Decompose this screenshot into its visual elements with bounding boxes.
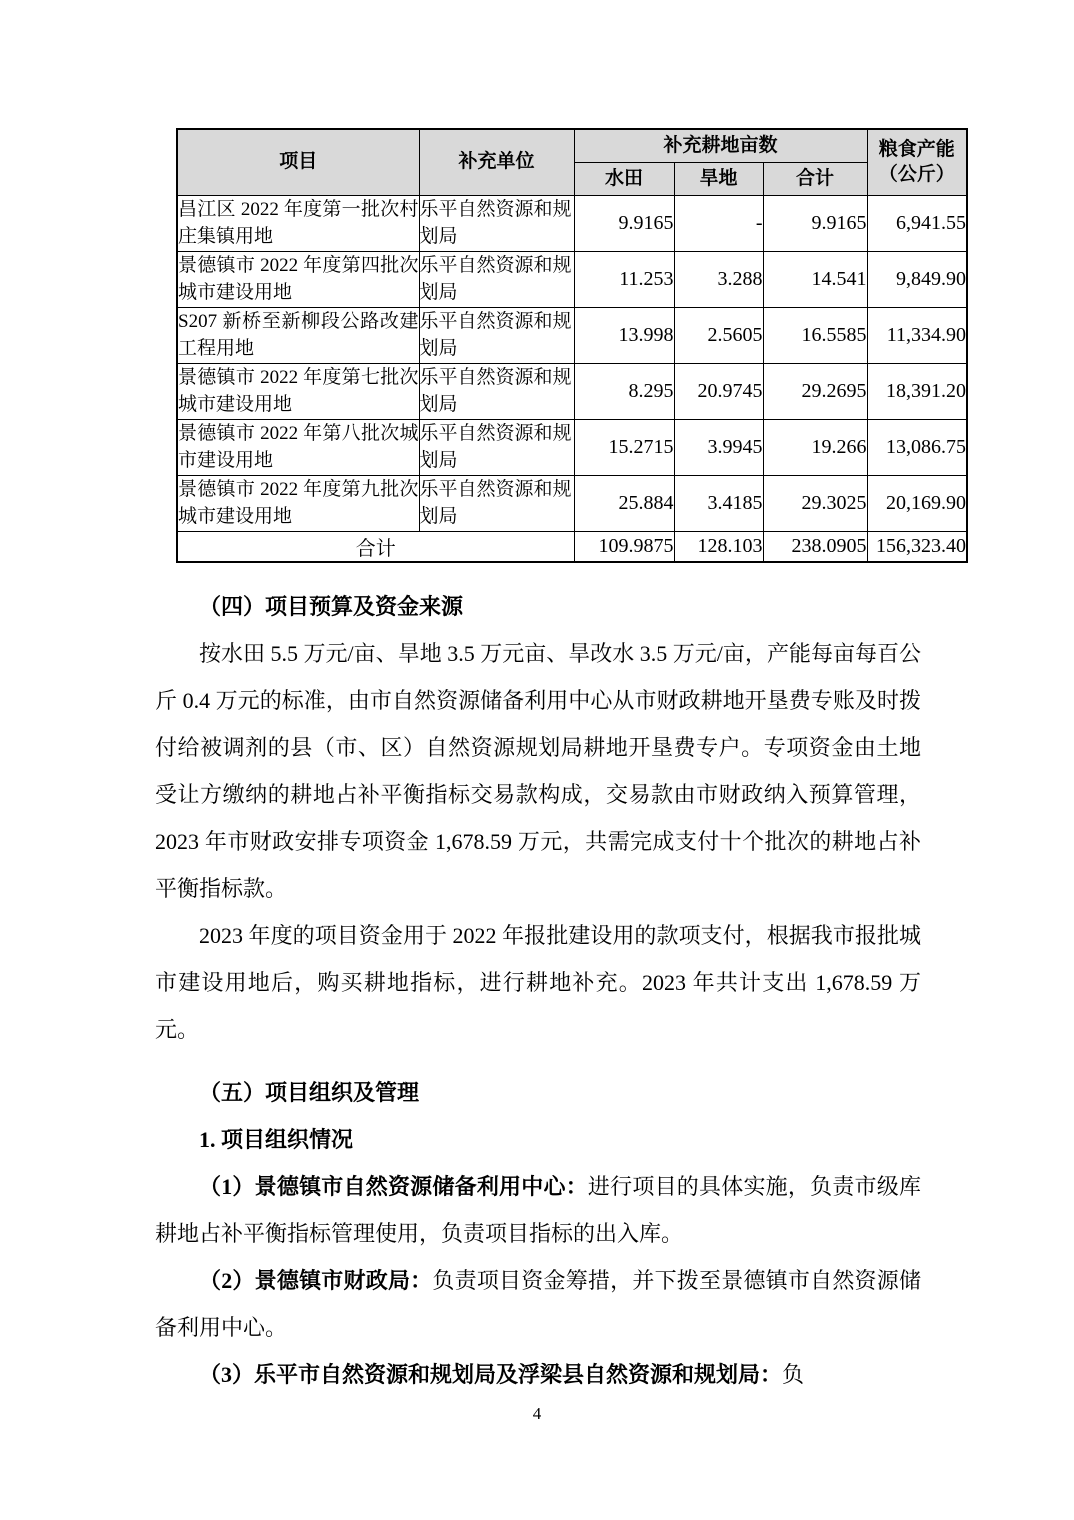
cell-paddy: 11.253: [574, 251, 674, 307]
document-content: [155, 128, 967, 1398]
table-total-row: [177, 531, 967, 562]
body-text: [155, 583, 921, 1398]
cell-dry: 3.4185: [674, 475, 763, 531]
cell-capacity: 11,334.90: [867, 307, 967, 363]
cell-dry: 3.9945: [674, 419, 763, 475]
col-header-unit: 补充单位: [419, 129, 574, 195]
cell-dry: 2.5605: [674, 307, 763, 363]
cell-capacity: 20,169.90: [867, 475, 967, 531]
cell-subtotal: 29.2695: [763, 363, 867, 419]
cell-total-label: 合计: [177, 531, 574, 562]
cell-capacity: 13,086.75: [867, 419, 967, 475]
cell-project: 景德镇市 2022 年度第七批次城市建设用地: [177, 363, 419, 419]
col-header-capacity-line1: 粮食产能: [878, 138, 955, 160]
farmland-supplement-table: [176, 128, 968, 563]
cell-project: 景德镇市 2022 年度第九批次城市建设用地: [177, 475, 419, 531]
cell-project: S207 新桥至新柳段公路改建工程用地: [177, 307, 419, 363]
paragraph-budget-1: 按水田 5.5 万元/亩、旱地 3.5 万元亩、旱改水 3.5 万元/亩，产能每亩每百公斤 0.4 万元的标准，由市自然资源储备利用中心从市财政耕地开垦费专账及时拨付给被调剂的县（市、区）自然资源规划局耕地开垦费专户。专项资金由土地受让方缴纳的耕地占补平衡指标交易款构成，交易款由市财政纳入预算管理，2023 年市财政安排专项资金 1,678.59 万元，共需完成支付十个批次的耕地占补平衡指标款。: [155, 641, 921, 901]
cell-capacity: 9,849.90: [867, 251, 967, 307]
cell-dry: 20.9745: [674, 363, 763, 419]
cell-project: 昌江区 2022 年度第一批次村庄集镇用地: [177, 195, 419, 251]
org-item-2-lead: （2）景德镇市财政局：: [199, 1268, 433, 1293]
org-item-3-text: 负: [782, 1362, 805, 1387]
paragraph-org-item-1: [155, 1163, 921, 1257]
col-header-paddy: 水田: [574, 162, 674, 195]
table-row: [177, 475, 967, 531]
col-header-subtotal: 合计: [763, 162, 867, 195]
org-item-1-text: 进行项目的具体实施，负责市级库耕地占补平衡指标管理使用，负责项目指标的出入库。: [155, 1174, 921, 1246]
org-item-2-text: 负责项目资金筹措，并下拨至景德镇市自然资源储备利用中心。: [155, 1268, 921, 1340]
cell-paddy: 9.9165: [574, 195, 674, 251]
page-number: 4: [532, 1404, 542, 1423]
cell-subtotal: 16.5585: [763, 307, 867, 363]
cell-unit: 乐平自然资源和规划局: [419, 307, 574, 363]
cell-subtotal: 29.3025: [763, 475, 867, 531]
paragraph-org-item-2: [155, 1257, 921, 1351]
cell-capacity: 6,941.55: [867, 195, 967, 251]
col-header-project: 项目: [177, 129, 419, 195]
table-row: [177, 195, 967, 251]
col-header-capacity: [867, 129, 967, 195]
col-header-dry: 旱地: [674, 162, 763, 195]
cell-unit: 乐平自然资源和规划局: [419, 419, 574, 475]
cell-total-subtotal: 238.0905: [763, 531, 867, 562]
cell-subtotal: 9.9165: [763, 195, 867, 251]
col-header-acreage-group: 补充耕地亩数: [574, 129, 867, 162]
section-heading-budget: （四）项目预算及资金来源: [199, 594, 464, 619]
table-row: [177, 363, 967, 419]
cell-subtotal: 14.541: [763, 251, 867, 307]
table-row: [177, 419, 967, 475]
cell-unit: 乐平自然资源和规划局: [419, 475, 574, 531]
col-header-capacity-line2: （公斤）: [878, 164, 955, 186]
table-row: [177, 307, 967, 363]
table-row: [177, 251, 967, 307]
paragraph-org-item-3: [155, 1351, 921, 1398]
cell-paddy: 15.2715: [574, 419, 674, 475]
cell-capacity: 18,391.20: [867, 363, 967, 419]
cell-dry: 3.288: [674, 251, 763, 307]
paragraph-budget-2: 2023 年度的项目资金用于 2022 年报批建设用的款项支付，根据我市报批城市建设用地后，购买耕地指标，进行耕地补充。2023 年共计支出 1,678.59 万元。: [155, 923, 921, 1042]
cell-dry: -: [674, 195, 763, 251]
cell-unit: 乐平自然资源和规划局: [419, 363, 574, 419]
org-item-1-lead: （1）景德镇市自然资源储备利用中心：: [199, 1174, 588, 1199]
cell-paddy: 8.295: [574, 363, 674, 419]
cell-paddy: 25.884: [574, 475, 674, 531]
section-heading-organization: （五）项目组织及管理: [199, 1080, 420, 1105]
cell-project: 景德镇市 2022 年第八批次城市建设用地: [177, 419, 419, 475]
cell-total-dry: 128.103: [674, 531, 763, 562]
table-header: [177, 129, 967, 195]
cell-unit: 乐平自然资源和规划局: [419, 195, 574, 251]
cell-subtotal: 19.266: [763, 419, 867, 475]
cell-total-capacity: 156,323.40: [867, 531, 967, 562]
org-item-3-lead: （3）乐平市自然资源和规划局及浮梁县自然资源和规划局：: [199, 1362, 783, 1387]
cell-total-paddy: 109.9875: [574, 531, 674, 562]
cell-paddy: 13.998: [574, 307, 674, 363]
subsection-heading-org-status: 1. 项目组织情况: [199, 1127, 354, 1152]
cell-unit: 乐平自然资源和规划局: [419, 251, 574, 307]
cell-project: 景德镇市 2022 年度第四批次城市建设用地: [177, 251, 419, 307]
